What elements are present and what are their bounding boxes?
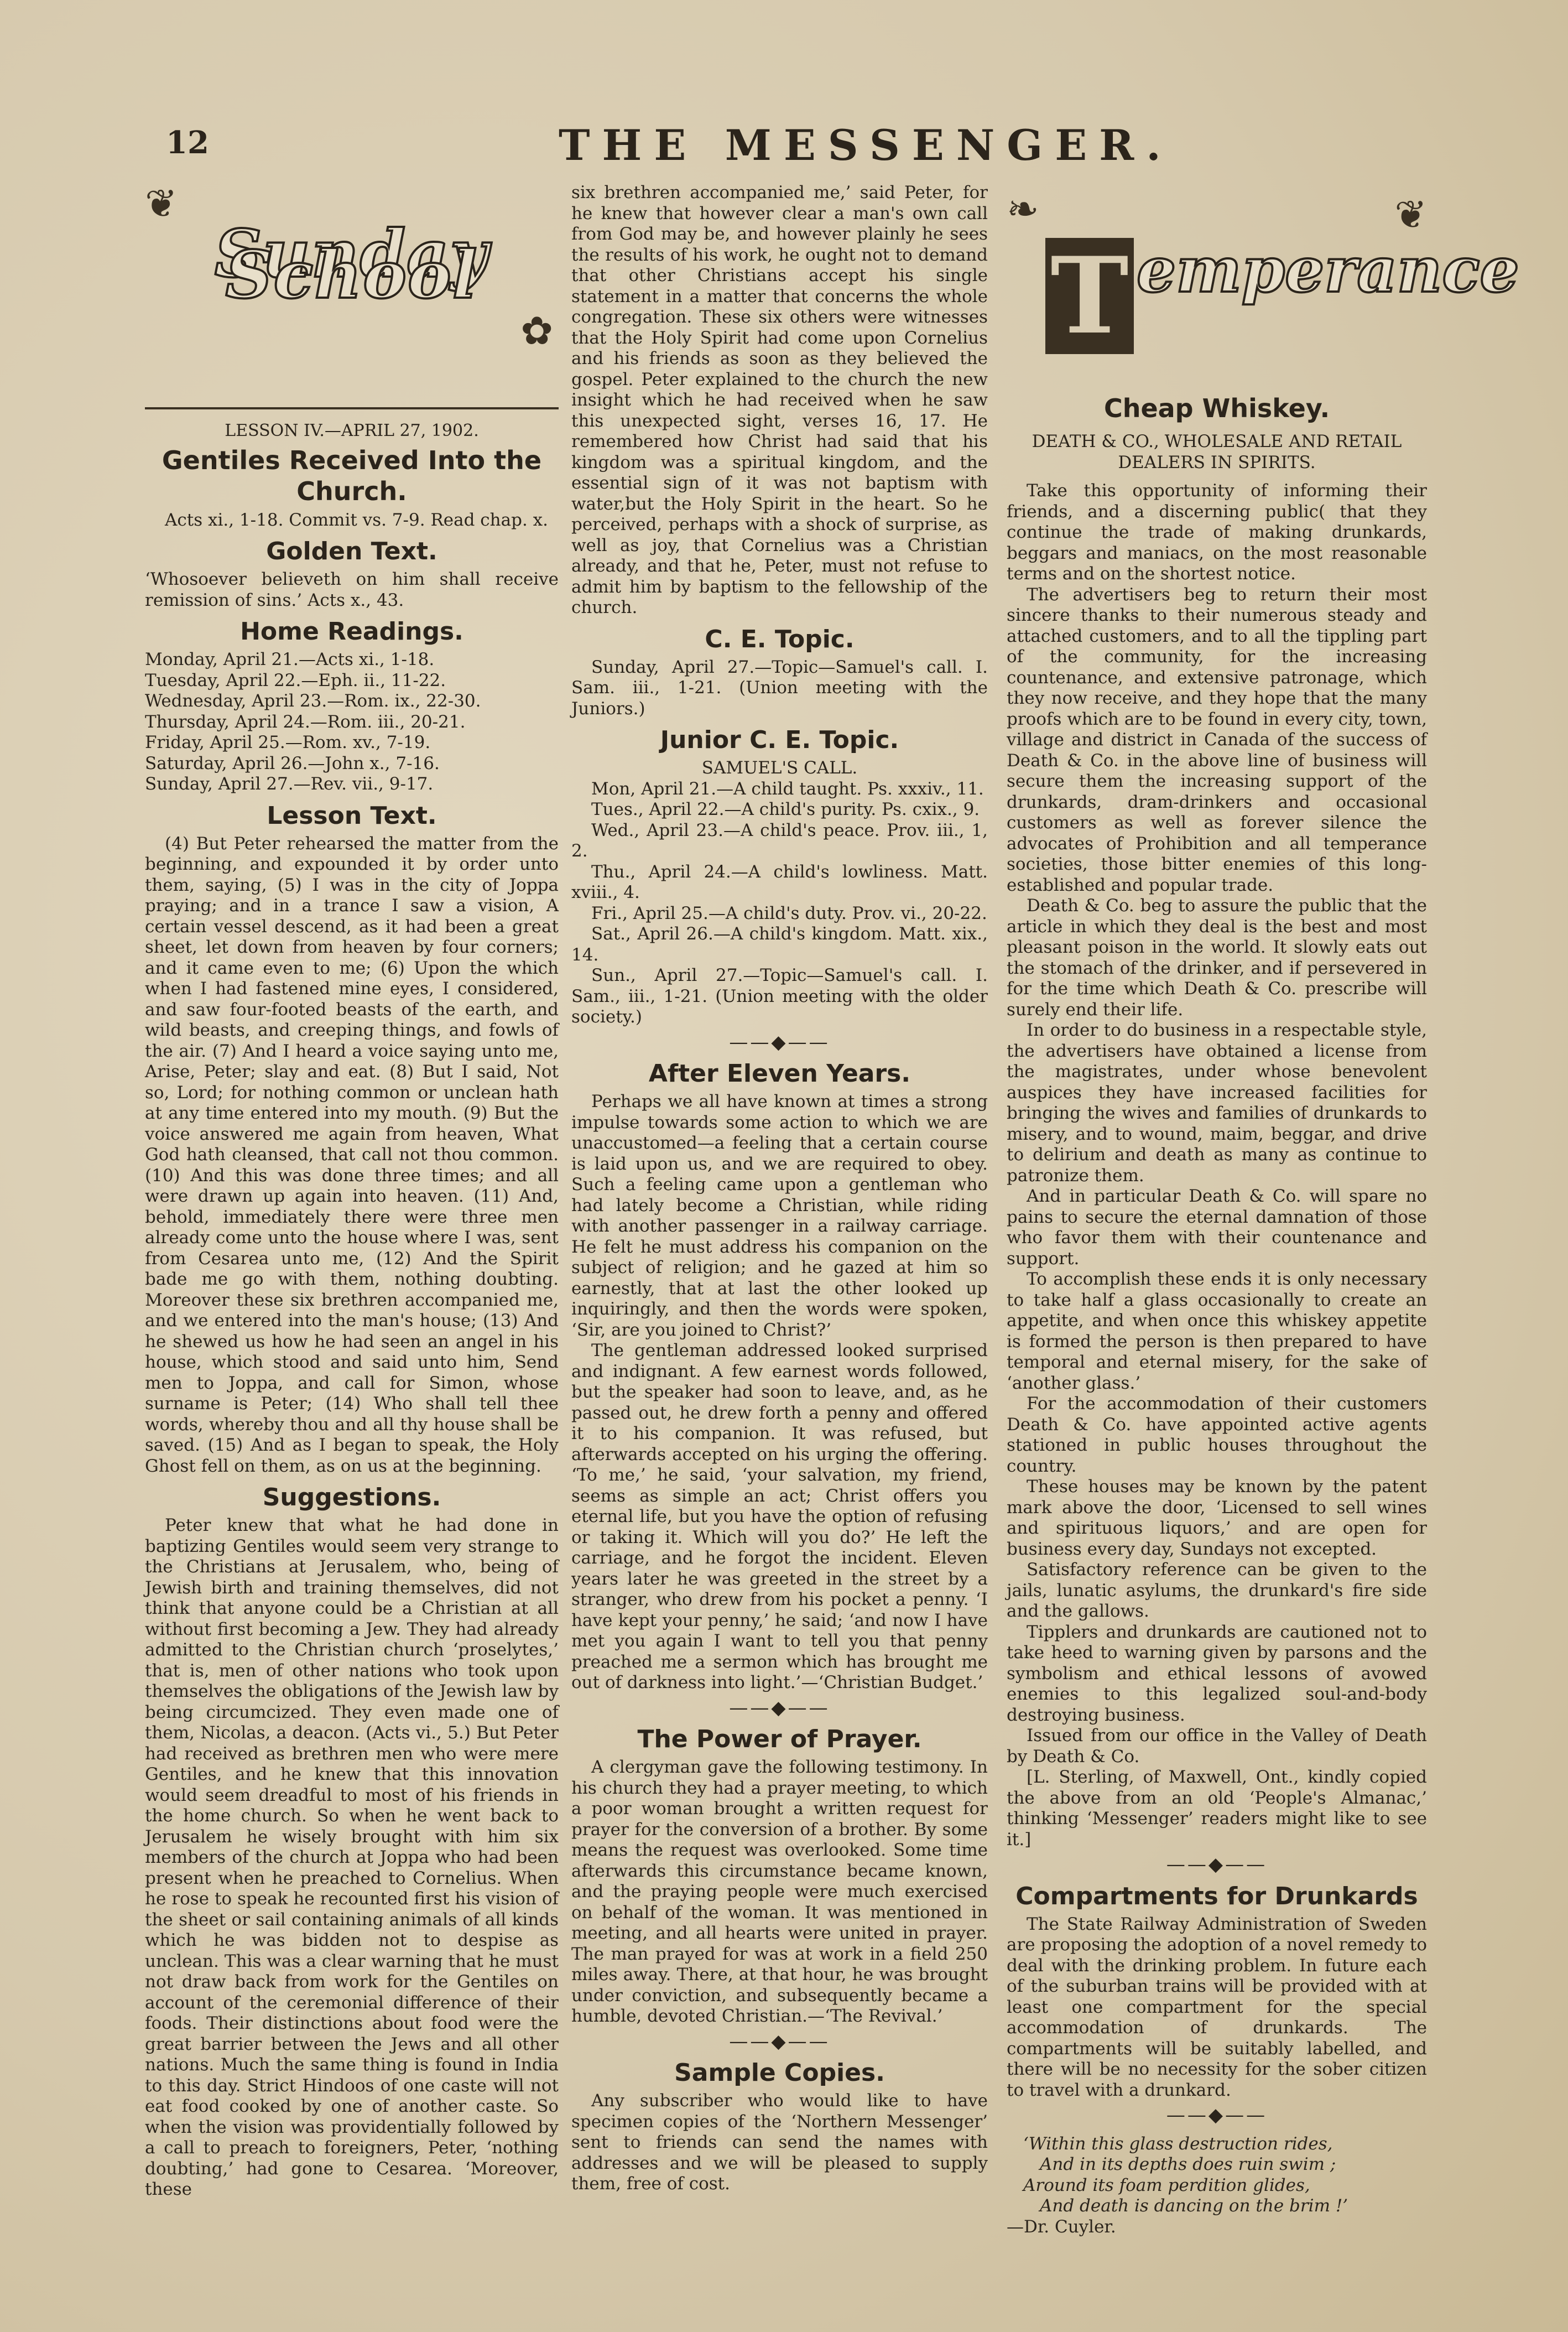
eleven-years-p2: The gentleman addressed looked surprised and indignant. A few earnest words followed, but the speaker had soon to leave, and, as he passed out, he drew forth a penny and offered it to his companion. It was refused, but afterwards accepted on his urging the offering. ‘To me,’ he said, ‘your salvation, my friend, seems as simple an act; Christ offers you eternal life, but you have the option of refusing or taking it. Which will you do?’ He left the carriage, and he forgot the incident. Eleven years later he was greeted in the street by a stranger, who drew from his pocket a penny. ‘I have kept your penny,’ he said; ‘and now I have met you again I want to tell you that penny preached me a sermon which has brought me out of darkness into light.’—‘Christian Budget.’ <box>571 1341 988 1692</box>
junior-item: Fri., April 25.—A child's duty. Prov. vi., 20-22. <box>591 903 987 923</box>
poem-line: And in its depths does ruin swim ; <box>1040 2154 1336 2174</box>
lesson-title: Gentiles Received Into the Church. <box>162 445 542 506</box>
temperance-paragraph: Issued from our office in the Valley of Death by Death & Co. <box>1007 1726 1427 1767</box>
lesson-text-heading: Lesson Text. <box>267 801 437 830</box>
sunday-school-title: Sunday School <box>214 215 489 313</box>
temperance-paragraph: In order to do business in a respectable style, the advertisers have obtained a license from the magistrates, under whose benevolent auspices they have increased facilities for bringing the wives and families of drunkards to misery, and to wound, maim, beggar, and drive to delirium and death as many as continue to patronize them. <box>1007 1020 1427 1186</box>
flourish-icon: ❧ <box>1007 186 1039 232</box>
suggestions-text: Peter knew that what he had done in baptizing Gentiles would seem very strange to the Christians at Jerusalem, who, being of Jewish birth and training themselves, did not think that anyone could be a Christian at all without first becoming a Jew. They had already admitted to the Christian church ‘proselytes,’ that is, men of other nations who took upon themselves the obligations of the Jewish law by being circumcized. They even made one of them, Nicolas, a deacon. (Acts vi., 5.) But Peter had received as brethren men who were mere Gentiles, and he knew that this innovation would seem dreadful to most of his friends in the home church. So when he went back to Jerusalem he wisely brought with him six members of the church at Joppa who had been present when he preached to Cornelius. When he rose to speak he recounted first his vision of the sheet or sail containing animals of all kinds which he was bidden not to despise as unclean. This was a clear warning that he must not draw back from work for the Gentiles on account of the ceremonial difference of their foods. Their distinctions about food were the great barrier between the Jews and all other nations. Much the same thing is found in India to this day. Strict Hindoos of one caste will not eat food cooked by one of another caste. So when the vision was providentially followed by a call to preach to foreigners, Peter, ‘nothing doubting,’ had gone to Cesarea. ‘Moreover, these <box>145 1515 559 2199</box>
reading-item: Tuesday, April 22.—Eph. ii., 11-22. <box>145 670 446 690</box>
golden-text-heading: Golden Text. <box>266 537 437 565</box>
reading-item: Thursday, April 24.—Rom. iii., 20-21. <box>145 711 466 732</box>
compartments-text: The State Railway Administration of Sweden are proposing the adoption of a novel remedy to deal with the drinking problem. In future each of the suburban trains will be provided with at least one compartment for the special accommodation of drunkards. The compartments will be suitably labelled, and there will be no necessity for the sober citizen to travel with a drunkard. <box>1007 1914 1427 2100</box>
flower-icon: ✿ <box>520 308 553 354</box>
suggestions-continued: six brethren accompanied me,’ said Peter, for he knew that however clear a man's own call from God may be, and however plainly he sees the results of his work, he ought not to demand that other Christians accept his single statement in a matter that concerns the whole congregation. These six others were witnesses that the Holy Spirit had come upon Cornelius and his friends as soon as they believed the gospel. Peter explained to the church the new insight which he had received when he saw this unexpected sight, verses 16, 17. He remembered how Christ had said that his kingdom was a spiritual kingdom, and the essential sign of it was not baptism with water,but the Holy Spirit in the heart. So he perceived, perhaps with a shock of surprise, as well as joy, that Cornelius was a Christian already, and that he, Peter, must not refuse to admit him by baptism to the fellowship of the church. <box>571 183 988 617</box>
cheap-whiskey-subtitle: DEATH & CO., WHOLESALE AND RETAIL DEALERS IN SPIRITS. <box>1032 432 1402 472</box>
column-2 <box>571 183 988 2195</box>
ce-topic-text: Sunday, April 27.—Topic—Samuel's call. I. Sam. iii., 1-21. (Union meeting with the Juniors.) <box>571 657 988 719</box>
temperance-paragraph: To accomplish these ends it is only necessary to take half a glass occasionally to create an appetite, and when once this whiskey appetite is formed the person is then prepared to have temporal and eternal misery, for the sake of ‘another glass.’ <box>1007 1269 1427 1393</box>
reading-item: Friday, April 25.—Rom. xv., 7-19. <box>145 733 431 752</box>
poem <box>1007 2134 1427 2238</box>
poem-line: ‘Within this glass destruction rides, <box>1023 2133 1333 2154</box>
temperance-paragraph: Satisfactory reference can be given to the jails, lunatic asylums, the drunkard's fire side and the gallows. <box>1007 1560 1427 1621</box>
suggestions-heading: Suggestions. <box>262 1483 441 1512</box>
column-1 <box>145 183 559 2200</box>
poem-attribution: —Dr. Cuyler. <box>1007 2216 1116 2237</box>
power-of-prayer-heading: The Power of Prayer. <box>637 1725 922 1753</box>
page-number: 12 <box>166 124 209 161</box>
junior-item: Sun., April 27.—Topic—Samuel's call. I. Sam., iii., 1-21. (Union meeting with the older society.) <box>571 965 988 1027</box>
junior-item: Sat., April 26.—A child's kingdom. Matt. xix., 14. <box>571 924 988 965</box>
poem-line: And death is dancing on the brim !’ <box>1040 2196 1348 2216</box>
poem-line: Around its foam perdition glides, <box>1023 2175 1310 2195</box>
junior-ce-subtitle: SAMUEL'S CALL. <box>701 758 858 778</box>
power-of-prayer-text: A clergyman gave the following testimony. In his church they had a prayer meeting, to which a poor woman brought a written request for prayer for the conversion of a brother. By some means the request was overlooked. Some time afterwards this circumstance became known, and the praying people were much exercised on behalf of the woman. It was mentioned in meeting, and all hearts were united in prayer. The man prayed for was at work in a field 250 miles away. There, at that hour, he was brought under conviction, and subsequently became a humble, devoted Christian.—‘The Revival.’ <box>571 1757 988 2026</box>
temperance-paragraph: [L. Sterling, of Maxwell, Ont., kindly copied the above from an old ‘People's Almanac,’ thinking ‘Messenger’ readers might like to see it.] <box>1007 1767 1427 1850</box>
reading-item: Saturday, April 26.—John x., 7-16. <box>145 753 440 773</box>
lesson-refs: Acts xi., 1-18. Commit vs. 7-9. Read chap. x. <box>165 510 549 530</box>
sample-copies-heading: Sample Copies. <box>674 2059 885 2087</box>
temperance-paragraph: Tipplers and drunkards are cautioned not to take heed to warning given by parsons and the symbolism and ethical lessons of avowed enemies to this legalized soul-and-body destroying business. <box>1007 1622 1427 1725</box>
junior-item: Mon, April 21.—A child taught. Ps. xxxiv., 11. <box>591 778 984 799</box>
eleven-years-p1: Perhaps we all have known at times a strong impulse towards some action to which we are unaccustomed—a feeling that a certain course is laid upon us, and we are required to obey. Such a feeling came upon a gentleman who had lately become a Christian, while riding with another passenger in a railway carriage. He felt he must address his companion on the subject of religion; and he gazed at him so earnestly, that at last the other looked up inquiringly, and then the words were spoken, ‘Sir, are you joined to Christ?’ <box>571 1092 988 1340</box>
junior-item: Thu., April 24.—A child's lowliness. Matt. xviii., 4. <box>571 861 988 902</box>
home-readings-heading: Home Readings. <box>240 617 463 646</box>
sunday-school-banner <box>145 183 559 409</box>
eleven-years-heading: After Eleven Years. <box>648 1059 911 1088</box>
reading-item: Monday, April 21.—Acts xi., 1-18. <box>145 650 435 669</box>
temperance-initial: T <box>1045 238 1134 354</box>
divider-ornament-icon: ——◆—— <box>729 1031 830 1053</box>
junior-item: Tues., April 22.—A child's purity. Ps. cxix., 9. <box>591 799 980 819</box>
sample-copies-text: Any subscriber who would like to have specimen copies of the ‘Northern Messenger’ sent to friends can send the names with addresses and we will be pleased to supply them, free of cost. <box>571 2091 988 2194</box>
reading-item: Wednesday, April 23.—Rom. ix., 22-30. <box>145 691 481 711</box>
divider-ornament-icon: ——◆—— <box>1166 1853 1268 1876</box>
cheap-whiskey-heading: Cheap Whiskey. <box>1103 393 1330 423</box>
temperance-paragraph: For the accommodation of their customers Death & Co. have appointed active agents stationed in public houses throughout the country. <box>1007 1394 1427 1476</box>
golden-text: ‘Whosoever believeth on him shall receive remission of sins.’ Acts x., 43. <box>145 569 559 610</box>
divider-ornament-icon: ——◆—— <box>729 2030 830 2053</box>
temperance-paragraph: The advertisers beg to return their most sincere thanks to their numerous steady and attached customers, and to all the tippling part of the community, for the increasing countenance, and extensive patronage, which they now receive, and they hope that the many proofs which are to be found in every city, town, village and district in Canada of the success of Death & Co. in the above line of business will secure them the increasing support of the drunkards, dram-drinkers and occasional customers as well as forever silence the advocates of Prohibition and all temperance societies, those bitter enemies of this long-established and popular trade. <box>1007 584 1427 895</box>
temperance-paragraph: Death & Co. beg to assure the public that the article in which they deal is the best and most pleasant poison in the world. It slowly eats out the stomach of the drinker, and if persevered in for the time which Death & Co. prescribe will surely end their life. <box>1007 896 1427 1020</box>
temperance-banner <box>1007 186 1519 382</box>
reading-item: Sunday, April 27.—Rev. vii., 9-17. <box>145 774 434 794</box>
temperance-paragraph: These houses may be known by the patent mark above the door, ‘Licensed to sell wines and spirituous liquors,’ and are open for business every day, Sundays not excepted. <box>1007 1477 1427 1559</box>
lesson-text: (4) But Peter rehearsed the matter from the beginning, and expounded it by order unto them, saying, (5) I was in the city of Joppa praying; and in a trance I saw a vision, A certain vessel descend, as it had been a great sheet, let down from heaven by four corners; and it came even to me; (6) Upon the which when I had fastened mine eyes, I considered, and saw four-footed beasts of the earth, and wild beasts, and creeping things, and fowls of the air. (7) And I heard a voice saying unto me, Arise, Peter; slay and eat. (8) But I said, Not so, Lord; for nothing common or unclean hath at any time entered into my mouth. (9) But the voice answered me again from heaven, What God hath cleansed, that call not thou common. (10) And this was done three times; and all were drawn up again into heaven. (11) And, behold, immediately there were three men already come unto the house where I was, sent from Cesarea unto me, (12) And the Spirit bade me go with them, nothing doubting. Moreover these six brethren accompanied me, and we entered into the man's house; (13) And he shewed us how he had seen an angel in his house, which stood and said unto him, Send men to Joppa, and call for Simon, whose surname is Peter; (14) Who shall tell thee words, whereby thou and all thy house shall be saved. (15) And as I began to speak, the Holy Ghost fell on them, as on us at the beginning. <box>145 833 559 1476</box>
temperance-title: emperance <box>1137 234 1519 307</box>
ce-topic-heading: C. E. Topic. <box>705 625 855 653</box>
compartments-heading: Compartments for Drunkards <box>1015 1882 1418 1910</box>
divider-ornament-icon: ——◆—— <box>1166 2104 1268 2126</box>
flourish-icon: ❦ <box>145 181 178 226</box>
column-3 <box>1007 186 1519 2237</box>
divider-ornament-icon: ——◆—— <box>729 1696 830 1719</box>
junior-ce-heading: Junior C. E. Topic. <box>660 726 899 754</box>
junior-item: Wed., April 23.—A child's peace. Prov. iii., 1, 2. <box>571 820 988 861</box>
temperance-paragraph: And in particular Death & Co. will spare no pains to secure the eternal damnation of those who favor them with their countenance and support. <box>1007 1186 1427 1269</box>
temperance-paragraph: Take this opportunity of informing their friends, and a discerning public( that they continue the trade of making drunkards, beggars and maniacs, on the most reasonable terms and on the shortest notice. <box>1007 481 1427 584</box>
masthead-title: THE MESSENGER. <box>559 121 1173 170</box>
lesson-number: LESSON IV.—APRIL 27, 1902. <box>225 421 479 440</box>
flourish-icon: ❦ <box>1394 192 1427 237</box>
